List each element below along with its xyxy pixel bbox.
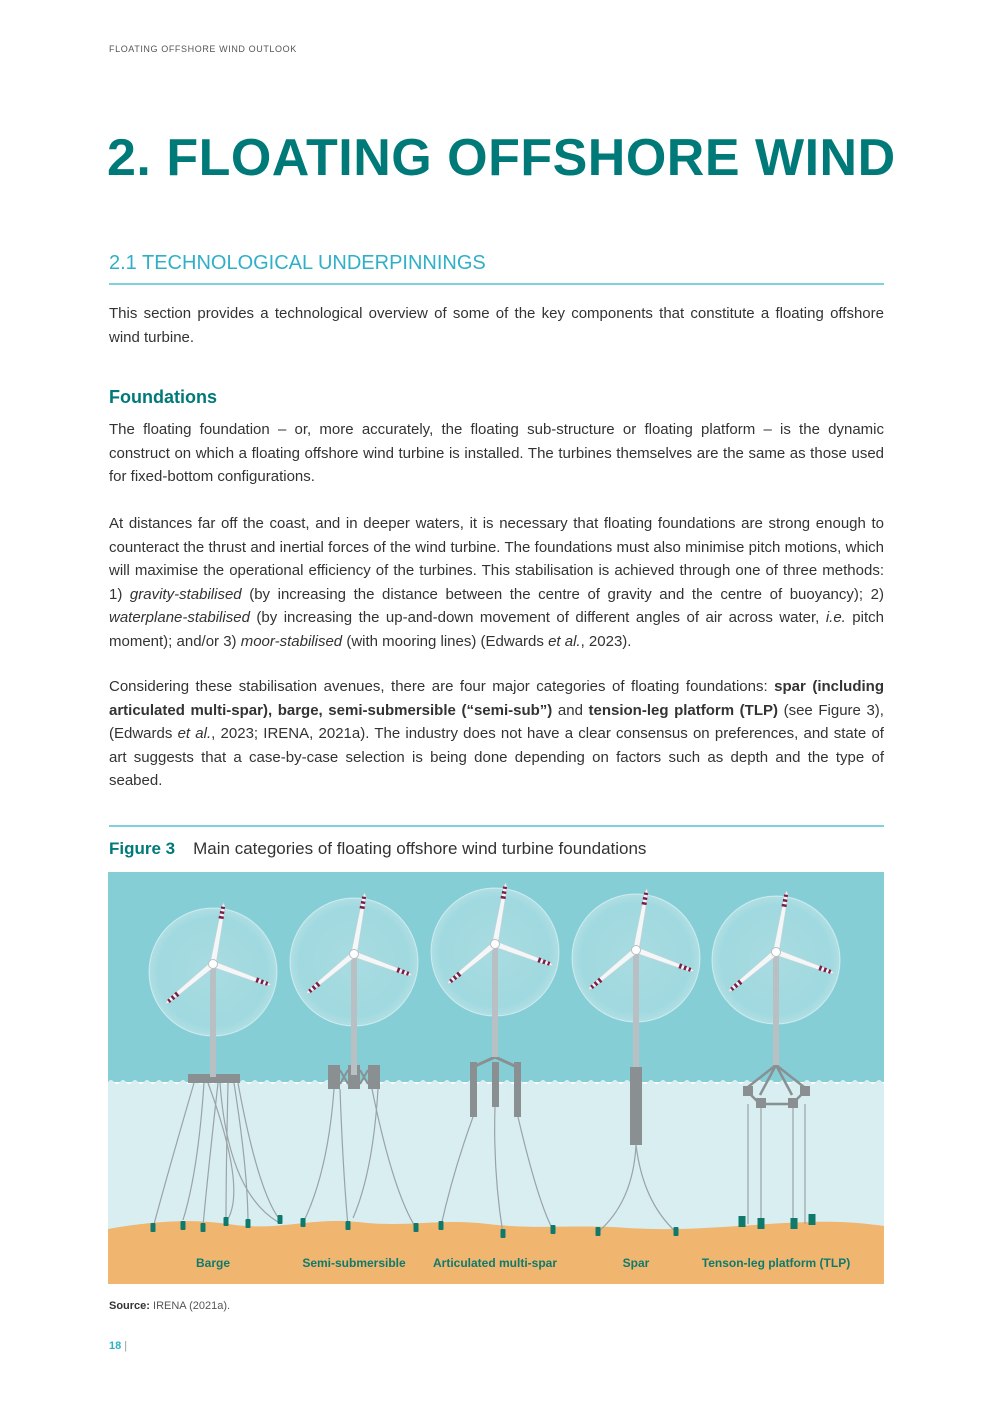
anchor	[439, 1221, 444, 1230]
label-barge: Barge	[195, 1256, 231, 1270]
figure-source: Source: IRENA (2021a).	[109, 1300, 231, 1312]
tower	[633, 950, 639, 1067]
tlp-node	[800, 1086, 810, 1096]
hub	[350, 950, 359, 959]
foundations-heading: Foundations	[109, 387, 217, 407]
anchor	[414, 1223, 419, 1232]
spar-body	[630, 1067, 642, 1145]
anchor	[674, 1227, 679, 1236]
tlp-anchor	[809, 1214, 816, 1225]
label-articulated-multi-spar: Articulated multi-spar	[432, 1256, 558, 1270]
hub	[209, 960, 218, 969]
tlp-anchor	[758, 1218, 765, 1229]
figure-caption	[109, 839, 646, 859]
anchor	[301, 1218, 306, 1227]
section-heading: 2.1 TECHNOLOGICAL UNDERPINNINGS	[109, 252, 884, 285]
foundations-paragraph-3: Considering these stabilisation avenues, there are four major categories of floating foundations: spar (including articulated multi-spar), barge, semi-submersible (“semi-sub”) and tension-leg platform (TLP) (see Figure 3), (Edwards et al., 2023; IRENA, 2021a). The industry does not have a clear consensus on preferences, and state of art suggests that a case-by-case selection is being done depending on factors such as depth and the type of seabed.	[109, 678, 885, 789]
tower	[773, 952, 779, 1065]
semi-column	[328, 1065, 340, 1089]
anchor	[551, 1225, 556, 1234]
anchor	[201, 1223, 206, 1232]
hub	[632, 946, 641, 955]
figure-caption-text: Main categories of floating offshore wind turbine foundations	[193, 839, 647, 858]
tlp-node	[756, 1098, 766, 1108]
hub	[772, 948, 781, 957]
tower	[210, 964, 216, 1077]
multispar-column	[470, 1062, 477, 1117]
anchor	[278, 1215, 283, 1224]
hub	[491, 940, 500, 949]
multispar-column	[514, 1062, 521, 1117]
intro-paragraph: This section provides a technological overview of some of the key components that constitute a floating offshore wind turbine.	[109, 305, 884, 346]
anchor	[246, 1219, 251, 1228]
tlp-node	[788, 1098, 798, 1108]
anchor	[346, 1221, 351, 1230]
anchor	[224, 1217, 229, 1226]
tower	[492, 944, 498, 1057]
anchor	[501, 1229, 506, 1238]
running-head: FLOATING OFFSHORE WIND OUTLOOK	[109, 44, 297, 54]
figure-rule	[109, 825, 884, 827]
tlp-anchor	[791, 1218, 798, 1229]
anchor	[596, 1227, 601, 1236]
seabed	[108, 1221, 884, 1284]
tlp-anchor	[739, 1216, 746, 1227]
tower	[351, 954, 357, 1075]
foundations-illustration	[108, 872, 884, 1284]
page-number: 18 |	[109, 1340, 128, 1352]
label-semi-submersible: Semi-submersible	[302, 1256, 406, 1270]
semi-column	[368, 1065, 380, 1089]
figure-label: Figure 3	[109, 839, 176, 858]
tlp-node	[743, 1086, 753, 1096]
label-spar: Spar	[622, 1256, 650, 1270]
anchor	[151, 1223, 156, 1232]
chapter-title: 2. FLOATING OFFSHORE WIND	[107, 129, 896, 187]
label-tlp: Tenson-leg platform (TLP)	[701, 1256, 851, 1270]
foundations-paragraph-1: The floating foundation – or, more accurately, the floating sub-structure or floating platform – is the dynamic construct on which a floating offshore wind turbine is installed. The turbines themselves are the same as those used for fixed-bottom configurations.	[109, 421, 884, 485]
anchor	[181, 1221, 186, 1230]
multispar-column	[492, 1062, 499, 1107]
foundations-paragraph-2: At distances far off the coast, and in deeper waters, it is necessary that floating foundations are strong enough to counteract the thrust and inertial forces of the wind turbine. The foundations must also minimise pitch motions, which will maximise the operational efficiency of the turbines. This stabilisation is achieved through one of three methods: 1) gravity-stabilised (by increasing the distance between the centre of gravity and the centre of buoyancy); 2) waterplane-stabilised (by increasing the up-and-down movement of different angles of air across water, i.e. pitch moment); and/or 3) moor-stabilised (with mooring lines) (Edwards et al., 2023).	[109, 515, 884, 650]
